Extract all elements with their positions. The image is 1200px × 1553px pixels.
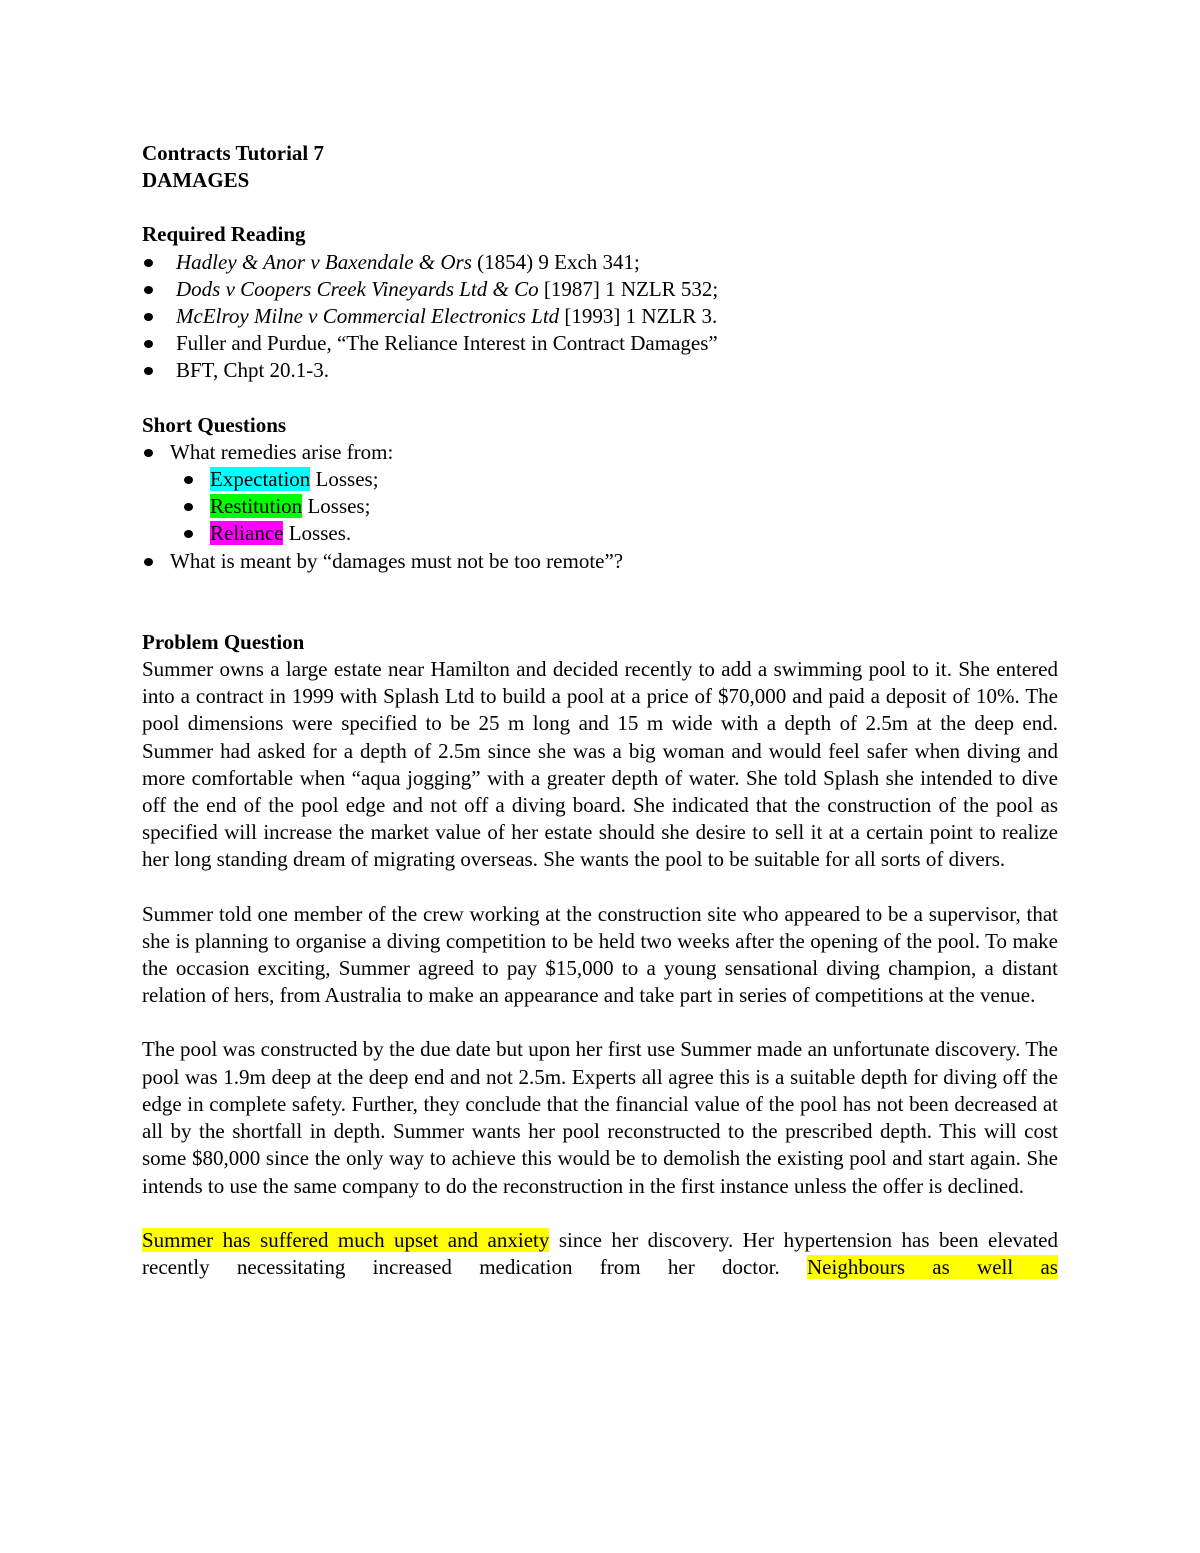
question-text: What is meant by “damages must not be too remote”? [170, 548, 624, 573]
list-item [142, 548, 1058, 575]
spacer [142, 1200, 1058, 1227]
case-name: Dods v Coopers Creek Vineyards Ltd & Co [176, 276, 539, 301]
short-questions-list-continued [142, 548, 1058, 575]
highlighted-term: Restitution [210, 494, 303, 519]
case-name: McElroy Milne v Commercial Electronics Ltd [176, 304, 560, 329]
case-name: Hadley & Anor v Baxendale & Ors [176, 249, 472, 274]
highlighted-phrase: Neighbours as well as [807, 1254, 1058, 1279]
problem-paragraph-4 [142, 1227, 1058, 1281]
required-reading-heading: Required Reading [142, 222, 306, 247]
problem-question-heading: Problem Question [142, 629, 305, 654]
document-title: Contracts Tutorial 7 [142, 141, 325, 165]
case-citation: (1854) 9 Exch 341; [471, 249, 640, 274]
case-citation: [1993] 1 NZLR 3. [559, 304, 718, 329]
spacer [142, 194, 1058, 221]
highlighted-term: Reliance [210, 521, 284, 546]
list-item [182, 466, 1058, 493]
document-page [142, 140, 1058, 1281]
problem-paragraph-2: Summer told one member of the crew working at the construction site who appeared to be a supervisor, that she is planning to organise a diving competition to be held two weeks after the opening of the pool. To make the occasion exciting, Summer agreed to pay $15,000 to a young sensational diving champion, a distant relation of hers, from Australia to make an appearance and take part in series of competitions at the venue. [142, 901, 1058, 1008]
short-questions-heading: Short Questions [142, 412, 287, 437]
list-item [142, 249, 1058, 276]
highlighted-term: Expectation [210, 467, 311, 492]
case-citation: [1987] 1 NZLR 532; [538, 276, 719, 301]
short-questions-list [142, 439, 1058, 466]
reading-text: Fuller and Purdue, “The Reliance Interest in Contract Damages” [176, 331, 718, 356]
list-item [182, 493, 1058, 520]
spacer [142, 1009, 1058, 1036]
list-item [142, 330, 1058, 357]
list-item [142, 276, 1058, 303]
list-item [182, 520, 1058, 547]
spacer [142, 385, 1058, 412]
required-reading-list [142, 249, 1058, 385]
spacer [142, 874, 1058, 901]
highlighted-phrase: Summer has suffered much upset and anxiety [142, 1227, 550, 1252]
term-rest: Losses; [310, 467, 379, 492]
reading-text: BFT, Chpt 20.1-3. [176, 358, 330, 383]
problem-paragraph-1: Summer owns a large estate near Hamilton and decided recently to add a swimming pool to it. She entered into a contract in 1999 with Splash Ltd to build a pool at a price of $70,000 and paid a deposit of 10%. The pool dimensions were specified to be 25 m long and 15 m wide with a depth of 2.5m at the deep end. Summer had asked for a depth of 2.5m since she was a big woman and would feel safer when diving and more comfortable when “aqua jogging” with a greater depth of water. She told Splash she intended to dive off the end of the pool edge and not off a diving board. She indicated that the construction of the pool as specified will increase the market value of her estate should she desire to sell it at a certain point to realize her long standing dream of migrating overseas. She wants the pool to be suitable for all sorts of divers. [142, 657, 1058, 872]
term-rest: Losses; [302, 494, 371, 519]
term-rest: Losses. [283, 521, 352, 546]
question-text: What remedies arise from: [170, 439, 394, 464]
problem-paragraph-3: The pool was constructed by the due date but upon her first use Summer made an unfortunate discovery. The pool was 1.9m deep at the deep end and not 2.5m. Experts all agree this is a suitable depth for diving off the edge in complete safety. Further, they conclude that the financial value of the pool has not been decreased at all by the shortfall in depth. Summer wants her pool reconstructed to the prescribed depth. This will cost some $80,000 since the only way to achieve this would be to demolish the existing pool and start again. She intends to use the same company to do the reconstruction in the first instance unless the offer is declined. [142, 1037, 1058, 1198]
list-item [142, 439, 1058, 466]
spacer [142, 575, 1058, 629]
list-item [142, 303, 1058, 330]
remedies-sublist [142, 466, 1058, 548]
document-subtitle: DAMAGES [142, 168, 250, 193]
paragraph-text: since her discovery. Her hypertension has been elevated recently necessitating increased medication from her doctor. [142, 1227, 1058, 1279]
list-item [142, 357, 1058, 384]
